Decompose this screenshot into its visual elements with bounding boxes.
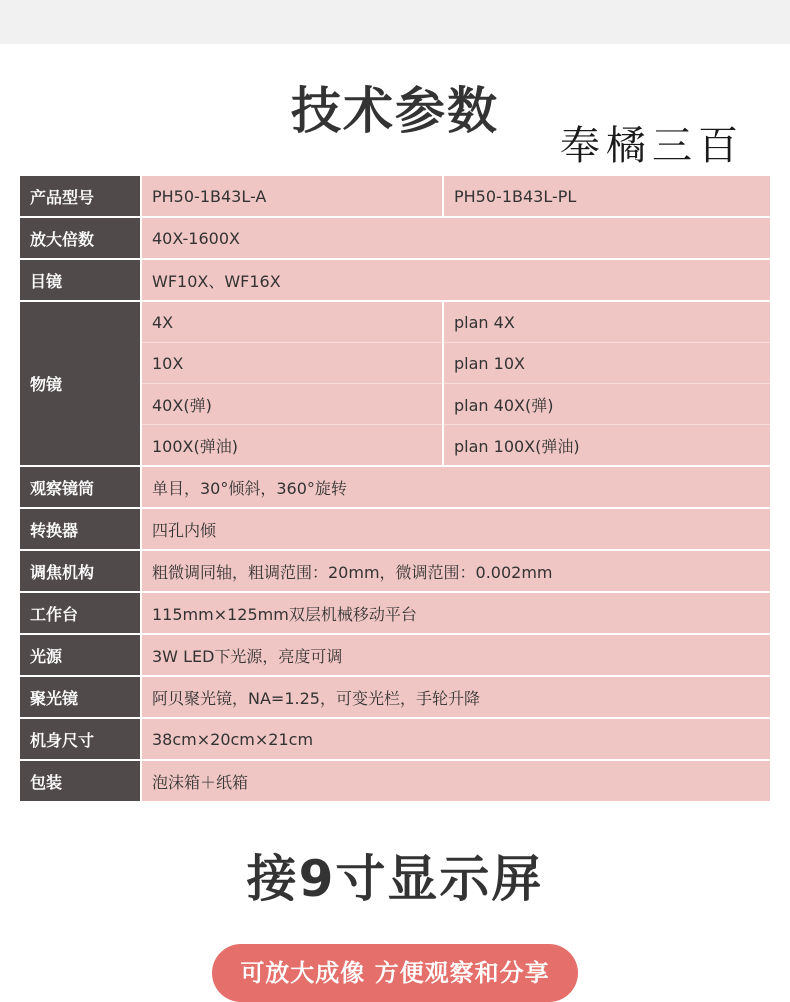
- table-row: [20, 718, 770, 760]
- row-label: 观察镜筒: [20, 466, 141, 508]
- row-label: 转换器: [20, 508, 141, 550]
- table-row: [20, 676, 770, 718]
- watermark-logo: 奉橘三百: [560, 123, 744, 169]
- spec-table: [20, 176, 770, 803]
- objective-value: 10X: [141, 343, 443, 384]
- section-title: 技术参数: [291, 82, 499, 140]
- objective-plan-value: plan 4X: [443, 301, 770, 343]
- table-row: [20, 301, 770, 343]
- table-row: [20, 466, 770, 508]
- model-value-a: PH50-1B43L-A: [141, 176, 443, 217]
- table-row: [20, 259, 770, 301]
- row-label: 光源: [20, 634, 141, 676]
- top-band: [0, 0, 790, 44]
- row-label: 产品型号: [20, 176, 141, 217]
- row-label: 物镜: [20, 301, 141, 466]
- display-title: 接9寸显示屏: [246, 850, 544, 908]
- objective-value: 4X: [141, 301, 443, 343]
- objective-plan-value: plan 40X(弹): [443, 384, 770, 425]
- objective-plan-value: plan 10X: [443, 343, 770, 384]
- objective-value: 40X(弹): [141, 384, 443, 425]
- row-label: 目镜: [20, 259, 141, 301]
- row-label: 工作台: [20, 592, 141, 634]
- row-value: 单目，30°倾斜，360°旋转: [141, 466, 770, 508]
- table-row: [20, 634, 770, 676]
- row-value: 粗微调同轴，粗调范围：20mm，微调范围：0.002mm: [141, 550, 770, 592]
- table-row: [20, 508, 770, 550]
- feature-pill: 可放大成像 方便观察和分享: [212, 944, 578, 1002]
- row-label: 包装: [20, 760, 141, 802]
- objective-plan-value: plan 100X(弹油): [443, 425, 770, 467]
- row-value: 38cm×20cm×21cm: [141, 718, 770, 760]
- table-row: [20, 550, 770, 592]
- row-value: 115mm×125mm双层机械移动平台: [141, 592, 770, 634]
- model-value-pl: PH50-1B43L-PL: [443, 176, 770, 217]
- row-value: 40X-1600X: [141, 217, 770, 259]
- table-row: [20, 217, 770, 259]
- table-row: [20, 176, 770, 217]
- row-value: 阿贝聚光镜，NA=1.25，可变光栏，手轮升降: [141, 676, 770, 718]
- row-label: 调焦机构: [20, 550, 141, 592]
- row-label: 放大倍数: [20, 217, 141, 259]
- watermark: [560, 120, 780, 172]
- row-value: 四孔内倾: [141, 508, 770, 550]
- row-value: 泡沫箱＋纸箱: [141, 760, 770, 802]
- objective-value: 100X(弹油): [141, 425, 443, 467]
- row-label: 机身尺寸: [20, 718, 141, 760]
- row-value: WF10X、WF16X: [141, 259, 770, 301]
- table-row: [20, 760, 770, 802]
- row-value: 3W LED下光源，亮度可调: [141, 634, 770, 676]
- table-row: [20, 592, 770, 634]
- row-label: 聚光镜: [20, 676, 141, 718]
